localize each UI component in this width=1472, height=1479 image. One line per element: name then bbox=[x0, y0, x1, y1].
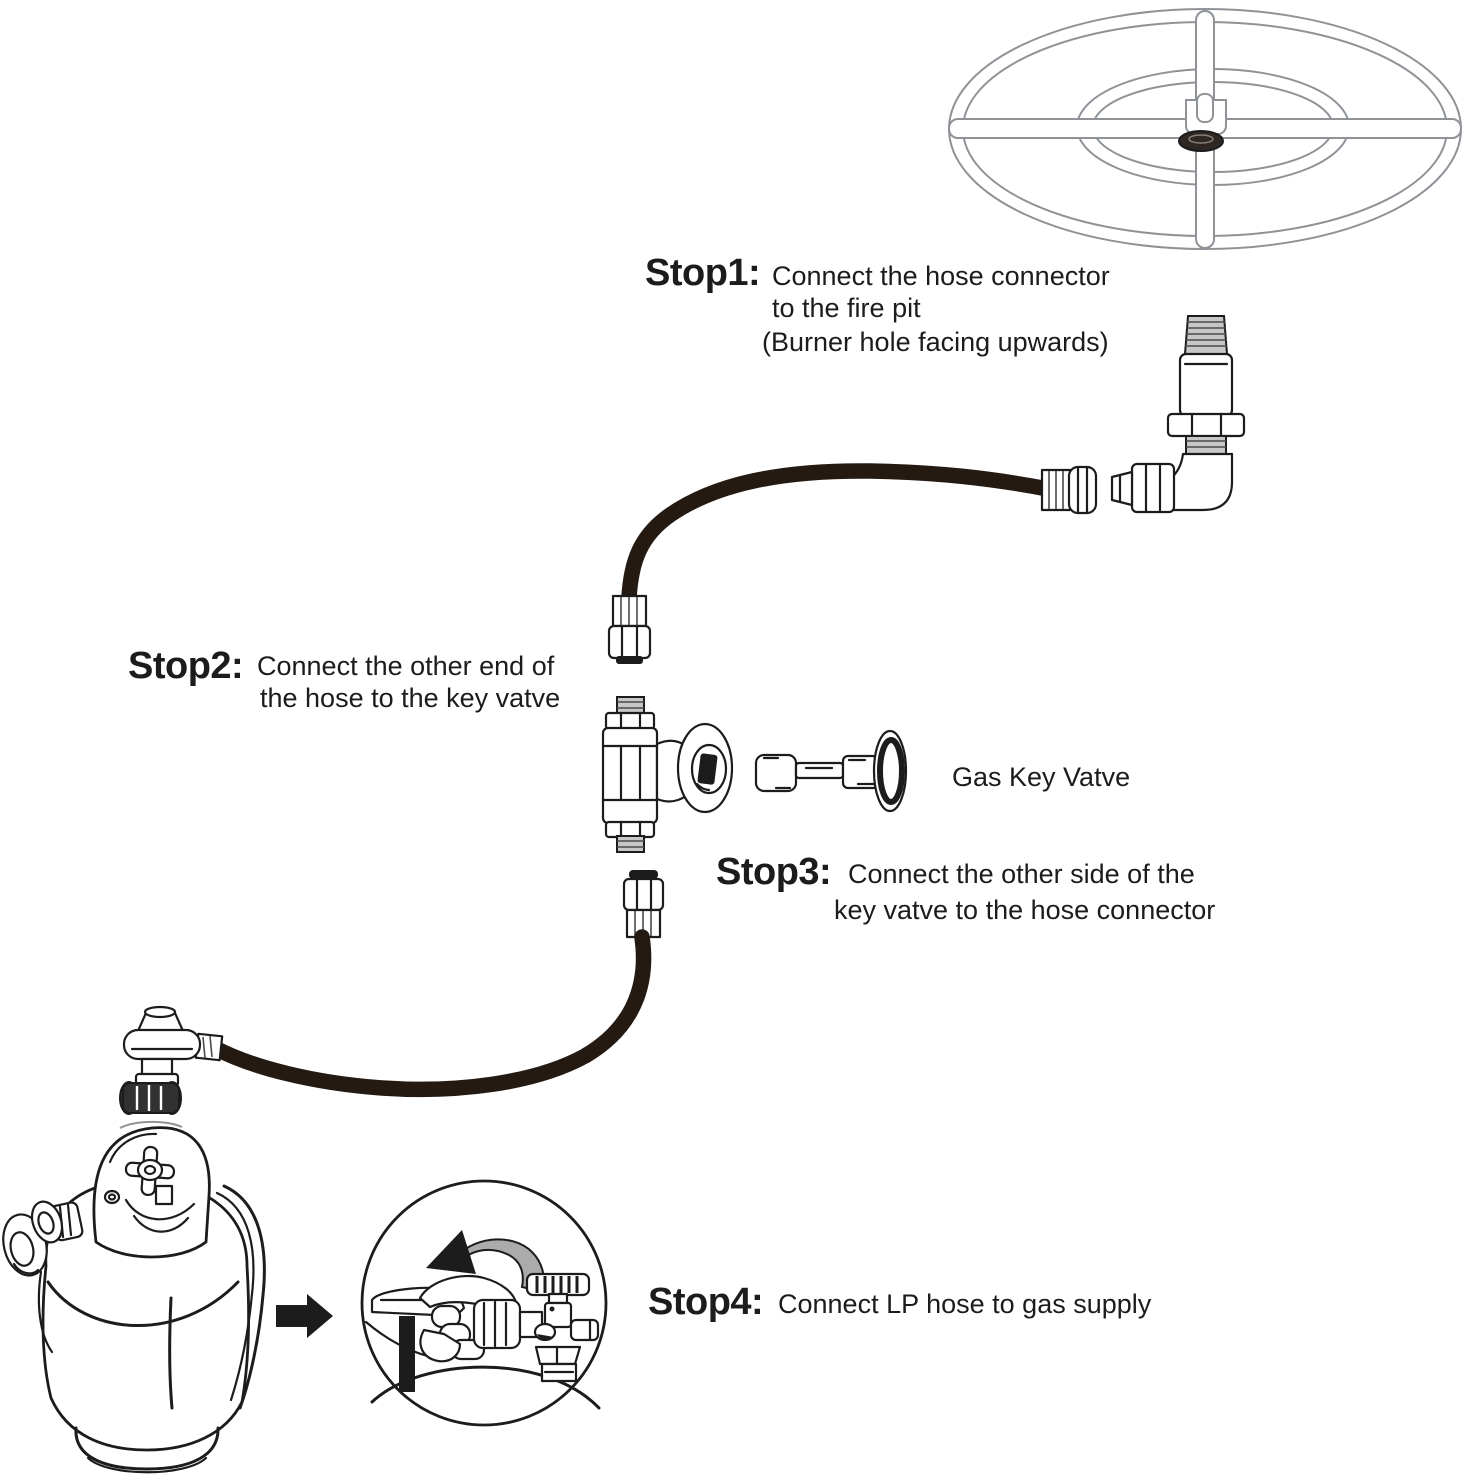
gas-valve-key-illustration bbox=[756, 731, 906, 811]
step1-note: (Burner hole facing upwards) bbox=[762, 327, 1109, 357]
step1-text-line1: Connect the hose connector bbox=[772, 261, 1110, 291]
connection-detail-illustration bbox=[362, 1181, 606, 1425]
gas-key-valve-illustration bbox=[603, 697, 732, 852]
upper-hose-illustration bbox=[609, 467, 1096, 664]
gas-key-valve-label: Gas Key Vatve bbox=[952, 762, 1131, 792]
right-arrow bbox=[276, 1294, 333, 1338]
step1-text-line2: to the fire pit bbox=[772, 293, 921, 323]
step4-text-line1: Connect LP hose to gas supply bbox=[778, 1289, 1152, 1319]
lower-hose-regulator-illustration bbox=[120, 870, 663, 1114]
step3-label: Stop3: bbox=[716, 851, 832, 893]
step2-text-line2: the hose to the key vatve bbox=[260, 683, 561, 713]
step2-label: Stop2: bbox=[128, 645, 244, 687]
fire-pit-burner-ring-illustration bbox=[949, 9, 1461, 249]
burner-center-hub bbox=[1179, 131, 1223, 151]
step3-text-line1: Connect the other side of the bbox=[848, 859, 1195, 889]
step2-text-line1: Connect the other end of bbox=[257, 651, 555, 681]
propane-tank-illustration bbox=[0, 1122, 264, 1472]
step3-text-line2: key vatve to the hose connector bbox=[834, 895, 1216, 925]
step1-label: Stop1: bbox=[645, 252, 761, 294]
step4-label: Stop4: bbox=[648, 1281, 764, 1323]
key-socket bbox=[697, 753, 718, 785]
elbow-hose-connector-illustration bbox=[1112, 316, 1244, 512]
